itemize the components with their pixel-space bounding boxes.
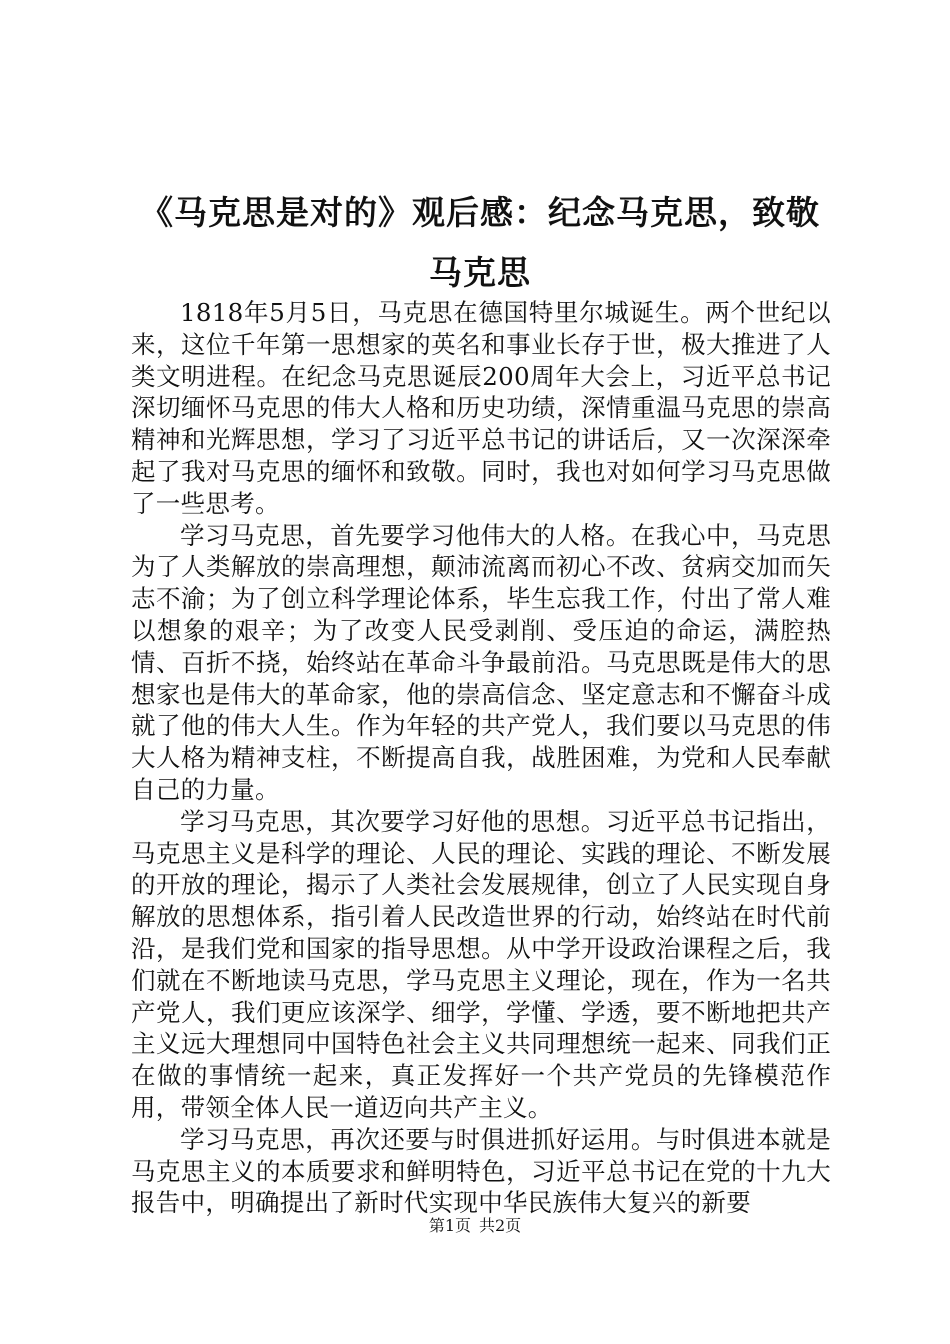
document-body xyxy=(131,297,831,1219)
paragraph: 学习马克思，其次要学习好他的思想。习近平总书记指出，马克思主义是科学的理论、人民的理论、实践的理论、不断发展的开放的理论，揭示了人类社会发展规律，创立了人民实现自身解放的思想体系，指引着人民改造世界的行动，始终站在时代前沿，是我们党和国家的指导思想。从中学开设政治课程之后，我们就在不断地读马克思，学马克思主义理论，现在，作为一名共产党人，我们更应该深学、细学，学懂、学透，要不断地把共产主义远大理想同中国特色社会主义共同理想统一起来、同我们正在做的事情统一起来，真正发挥好一个共产党员的先锋模范作用，带领全体人民一道迈向共产主义。 xyxy=(131,806,831,1122)
paragraph: 学习马克思，再次还要与时俱进抓好运用。与时俱进本就是马克思主义的本质要求和鲜明特色，习近平总书记在党的十九大报告中，明确提出了新时代实现中华民族伟大复兴的新要 xyxy=(131,1124,831,1218)
paragraph: 学习马克思，首先要学习他伟大的人格。在我心中，马克思为了人类解放的崇高理想，颠沛流离而初心不改、贫病交加而矢志不渝；为了创立科学理论体系，毕生忘我工作，付出了常人难以想象的艰辛；为了改变人民受剥削、受压迫的命运，满腔热情、百折不挠，始终站在革命斗争最前沿。马克思既是伟大的思想家也是伟大的革命家，他的崇高信念、坚定意志和不懈奋斗成就了他的伟大人生。作为年轻的共产党人，我们要以马克思的伟大人格为精神支柱，不断提高自我，战胜困难，为党和人民奉献自己的力量。 xyxy=(131,520,831,804)
page-number: 第1页 xyxy=(428,1216,471,1235)
document-title xyxy=(110,183,850,303)
title-line-1: 《马克思是对的》观后感：纪念马克思，致敬 xyxy=(140,193,820,232)
page-footer xyxy=(0,1216,950,1236)
page-total: 共2页 xyxy=(479,1216,522,1235)
title-line-2: 马克思 xyxy=(429,253,531,292)
paragraph: 1818年5月5日，马克思在德国特里尔城诞生。两个世纪以来，这位千年第一思想家的英名和事业长存于世，极大推进了人类文明进程。在纪念马克思诞辰200周年大会上，习近平总书记深切缅怀马克思的伟大人格和历史功绩，深情重温马克思的崇高精神和光辉思想，学习了习近平总书记的讲话后，又一次深深牵起了我对马克思的缅怀和致敬。同时，我也对如何学习马克思做了一些思考。 xyxy=(131,298,831,518)
